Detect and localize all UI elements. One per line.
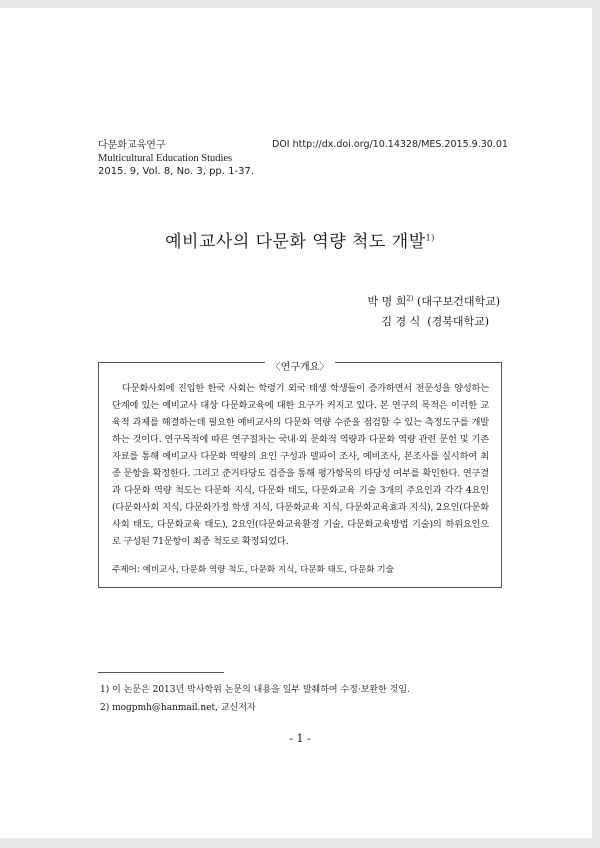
keywords-label: 주제어: <box>112 565 140 575</box>
author-footnote-mark[interactable]: 2) <box>406 294 414 303</box>
footnote-divider <box>98 672 224 673</box>
author-affiliation: (경북대학교) <box>427 315 489 328</box>
viewer-frame-top <box>0 0 600 8</box>
paper-title-text: 예비교사의 다문화 역량 척도 개발 <box>165 232 426 252</box>
keywords-list: 예비교사, 다문화 역량 척도, 다문화 지식, 다문화 태도, 다문화 기술 <box>142 565 394 575</box>
abstract-heading <box>0 355 600 374</box>
author-1 <box>367 293 500 309</box>
author-name: 박 명 희 <box>367 295 407 308</box>
abstract-body: 다문화사회에 진입한 한국 사회는 학령기 외국 태생 학생들이 증가하면서 전문성을 양성하는 단계에 있는 예비교사 대상 다문화교육에 대한 요구가 커지고 있다. 본 연구의 목적은 이러한 교육적 과제를 해결하는데 필요한 예비교사의 다문화 역량 수준을 점검할 수 있는 측정도구를 개발하는 것이다. 연구목적에 따른 연구절차는 국내·외 문화적 역량과 다문화 역량 관련 문헌 및 기존 자료를 통해 예비교사 다문화 역량의 요인 구성과 델파이 조사, 예비조사, 본조사를 실시하여 최종 문항을 확정한다. 그리고 준거타당도 검증을 통해 평가항목의 타당성 여부를 확인한다. 연구결과 다문화 역량 척도는 다문화 지식, 다문화 태도, 다문화교육 기술 3개의 주요인과 각각 4요인(다문화사회 지식, 다문화가정 학생 지식, 다문화교육 지식, 다문화교육효과 지식), 2요인(다문화사회 태도, 다문화교육 태도), 2요인(다문화교육환경 기술, 다문화교육방법 기술)의 하위요인으로 구성된 71문항이 최종 척도로 확정되었다. <box>112 383 489 547</box>
footnote-1: 1) 이 논문은 2013년 박사학위 논문의 내용을 일부 발췌하여 수정·보완한 것임. <box>100 685 410 695</box>
author-name: 김 경 식 <box>381 315 421 328</box>
viewer-frame-right <box>592 0 600 848</box>
title-footnote-mark[interactable]: 1) <box>425 233 435 243</box>
page-number: - 1 - <box>289 732 311 745</box>
author-2 <box>381 313 489 329</box>
abstract-heading-text: 〈연구개요〉 <box>265 362 336 373</box>
keywords <box>112 563 492 575</box>
viewer-frame-bottom <box>0 838 600 848</box>
paper-title <box>0 227 600 252</box>
journal-issue: 2015. 9, Vol. 8, No. 3, pp. 1-37. <box>98 166 254 177</box>
journal-header <box>98 139 254 178</box>
author-affiliation: (대구보건대학교) <box>417 295 500 308</box>
footnote-2: 2) mogpmh@hanmail.net, 교신저자 <box>100 703 256 713</box>
journal-name-ko: 다문화교육연구 <box>98 140 166 151</box>
journal-name-en: Multicultural Education Studies <box>98 153 233 164</box>
doi[interactable]: DOI http://dx.doi.org/10.14328/MES.2015.9.30.01 <box>272 139 508 150</box>
